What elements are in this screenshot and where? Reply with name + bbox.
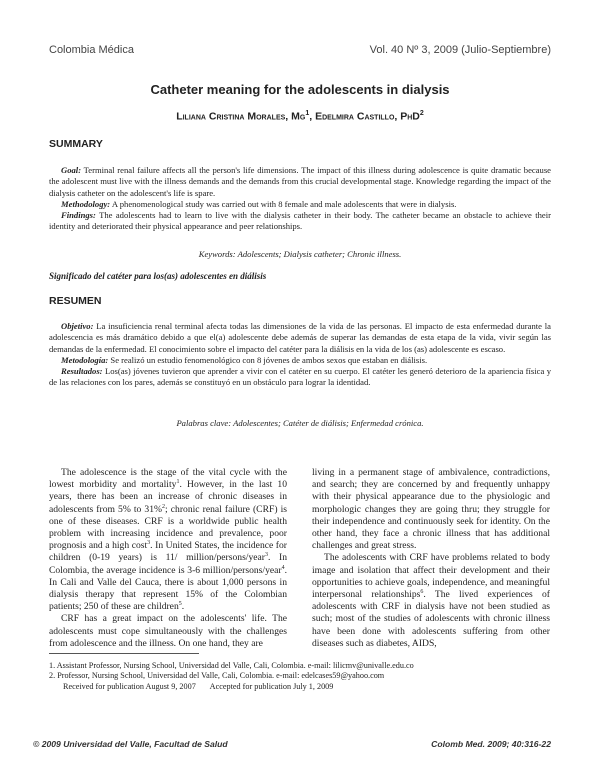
body-text: The adolescents with CRF have problems related to body image and isolation that affect their development and their opportunities to achieve goals, independence, and meaningful interpersonal relationships: [312, 552, 550, 601]
body-text: The adolescence is the stage of the vital cycle with the lowest morbidity and mortality: [49, 467, 287, 491]
author-separator: ,: [309, 110, 316, 123]
goal-label: Goal:: [61, 165, 82, 175]
copyright: © 2009 Universidad del Valle, Facultad de Salud: [33, 739, 228, 749]
citation: 6: [420, 588, 424, 595]
body-paragraph: [49, 467, 287, 613]
citation: 5: [178, 601, 182, 608]
findings-text: The adolescents had to learn to live with the dialysis catheter in their body. The catheter became an obstacle to achieve their identity and deteriorated their physical appearance and peer relationships.: [49, 210, 551, 232]
metodologia-text: Se realizó un estudio fenomenológico con 8 jóvenes de ambos sexos que estaban en diálisis.: [108, 354, 428, 365]
body-paragraph: living in a permanent stage of ambivalence, contradictions, and search; they are concerned by and frequently unhappy with their physical appearance due to the physiologic and morphologic changes they are going thru; they struggle for their independence and continuously seek for identity. On the other hand, they face a chronic illness that has additional challenges and great stress.: [312, 467, 550, 552]
citation-info: Colomb Med. 2009; 40:316-22: [431, 739, 551, 749]
author-2: Edelmira Castillo, PhD: [315, 110, 420, 123]
body-column-left: [49, 467, 287, 650]
body-paragraph: [312, 552, 550, 650]
objetivo-label: Objetivo:: [61, 321, 94, 331]
body-text: ; chronic renal failure (CRF) is one of these diseases. CRF is a worldwide public health problem with increasing incidence and prevalence, poor prognosis and a high cost: [49, 503, 287, 552]
resultados-text: Los(as) jóvenes tuvieron que aprender a vivir con el catéter en su cuerpo. El catéter les generó deterioro de la apariencia física y de las relaciones con los pares, además se constituyó en un obstáculo para lograr la identidad.: [49, 366, 551, 388]
resumen-abstract: [49, 321, 551, 389]
resultados-label: Resultados:: [61, 366, 103, 377]
body-paragraph: CRF has a great impact on the adolescents' life. The adolescents must cope simultaneously with the challenges from adolescence and the illness. On one hand, they are: [49, 613, 287, 649]
citation: 4: [281, 564, 285, 571]
resumen-heading: RESUMEN: [49, 295, 102, 307]
objetivo-text: La insuficiencia renal terminal afecta todas las dimensiones de la vida de las personas. El impacto de esta enfermedad durante la adolescencia es más dramático debido a que el(a) adolescente debe además de superar las demandas de esta etapa de la vida, vivir según las demandas de la enfermedad. El conocimiento sobre el impacto del catéter para la diálisis en la vida de los (as) adolescente es escaso.: [49, 321, 551, 354]
received-dates: Received for publication August 9, 2007 Accepted for publication July 1, 2009: [63, 681, 334, 691]
summary-findings: [49, 210, 551, 233]
body-text: . In Colombia, the average incidence is 3-6 million/persons/year: [49, 552, 288, 576]
findings-label: Findings:: [61, 210, 96, 221]
citation: 2: [162, 503, 166, 510]
body-text: . In Cali and Valle del Cauca, there is about 1,000 persons in dialysis therapy that represent 15% of the Colombian patients; 250 of these are children: [49, 564, 287, 613]
resumen-keywords: Palabras clave: Adolescentes; Catéter de diálisis; Enfermedad crónica.: [176, 418, 424, 428]
body-text: .: [181, 601, 185, 613]
resumen-objetivo: [49, 321, 551, 355]
body-text: . In United States, the incidence for children (0-19 years) is 11/ million/persons/year: [49, 540, 287, 564]
summary-goal: [49, 165, 551, 199]
summary-keywords: Keywords: Adolescents; Dialysis catheter; Chronic illness.: [198, 249, 402, 259]
author-1: Liliana Cristina Morales, Mg: [176, 110, 306, 123]
issue-info: Vol. 40 Nº 3, 2009 (Julio-Septiembre): [369, 44, 551, 56]
resumen-resultados: [49, 366, 551, 389]
footnote-1: 1. Assistant Professor, Nursing School, Universidad del Valle, Cali, Colombia. e-mail: lilicmv@univalle.edu.co: [49, 661, 414, 670]
spanish-title: Significado del catéter para los(as) adolescentes en diálisis: [49, 271, 267, 281]
paper-title: Catheter meaning for the adolescents in dialysis: [150, 82, 450, 97]
citation: 3: [147, 540, 151, 547]
citation: 3: [264, 552, 268, 559]
author-line: [0, 110, 600, 123]
citation: 1: [176, 479, 180, 486]
body-text: . The lived experiences of adolescents with CRF in dialysis have not been studied as such; most of the studies of adolescents with chronic illness have been done with adolescents suffering from other diseases such as diabetes, AIDS,: [312, 589, 550, 649]
body-column-right: [312, 467, 550, 650]
footnote-2: 2. Professor, Nursing School, Universidad del Valle, Cali, Colombia. e-mail: edelcases59@yahoo.com: [49, 671, 385, 681]
metodologia-label: Metodología:: [61, 354, 109, 365]
methodology-label: Methodology:: [61, 198, 111, 209]
summary-methodology: [49, 199, 551, 210]
journal-name: Colombia Médica: [49, 44, 134, 56]
goal-text: Terminal renal failure affects all the person's life dimensions. The impact of this illness during adolescence is quite dramatic because the adolescent must live with the illness demands and the demands from this crucial developmental stage. Knowledge regarding the impact of the dialysis catheter on the adolescent's life is spare.: [49, 165, 551, 198]
footnote-divider: [49, 653, 199, 654]
author-2-affil: 2: [419, 110, 424, 117]
summary-abstract: [49, 165, 551, 233]
author-1-affil: 1: [305, 110, 310, 117]
body-text: . However, in the last 10 years, there has been an increase of chronic diseases in adolescents from 5% to 31%: [49, 479, 288, 515]
footnotes: [49, 661, 559, 692]
summary-heading: SUMMARY: [49, 138, 103, 150]
resumen-metodologia: [49, 355, 551, 366]
methodology-text: A phenomenological study was carried out with 8 female and male adolescents that were in dialysis.: [110, 198, 457, 209]
